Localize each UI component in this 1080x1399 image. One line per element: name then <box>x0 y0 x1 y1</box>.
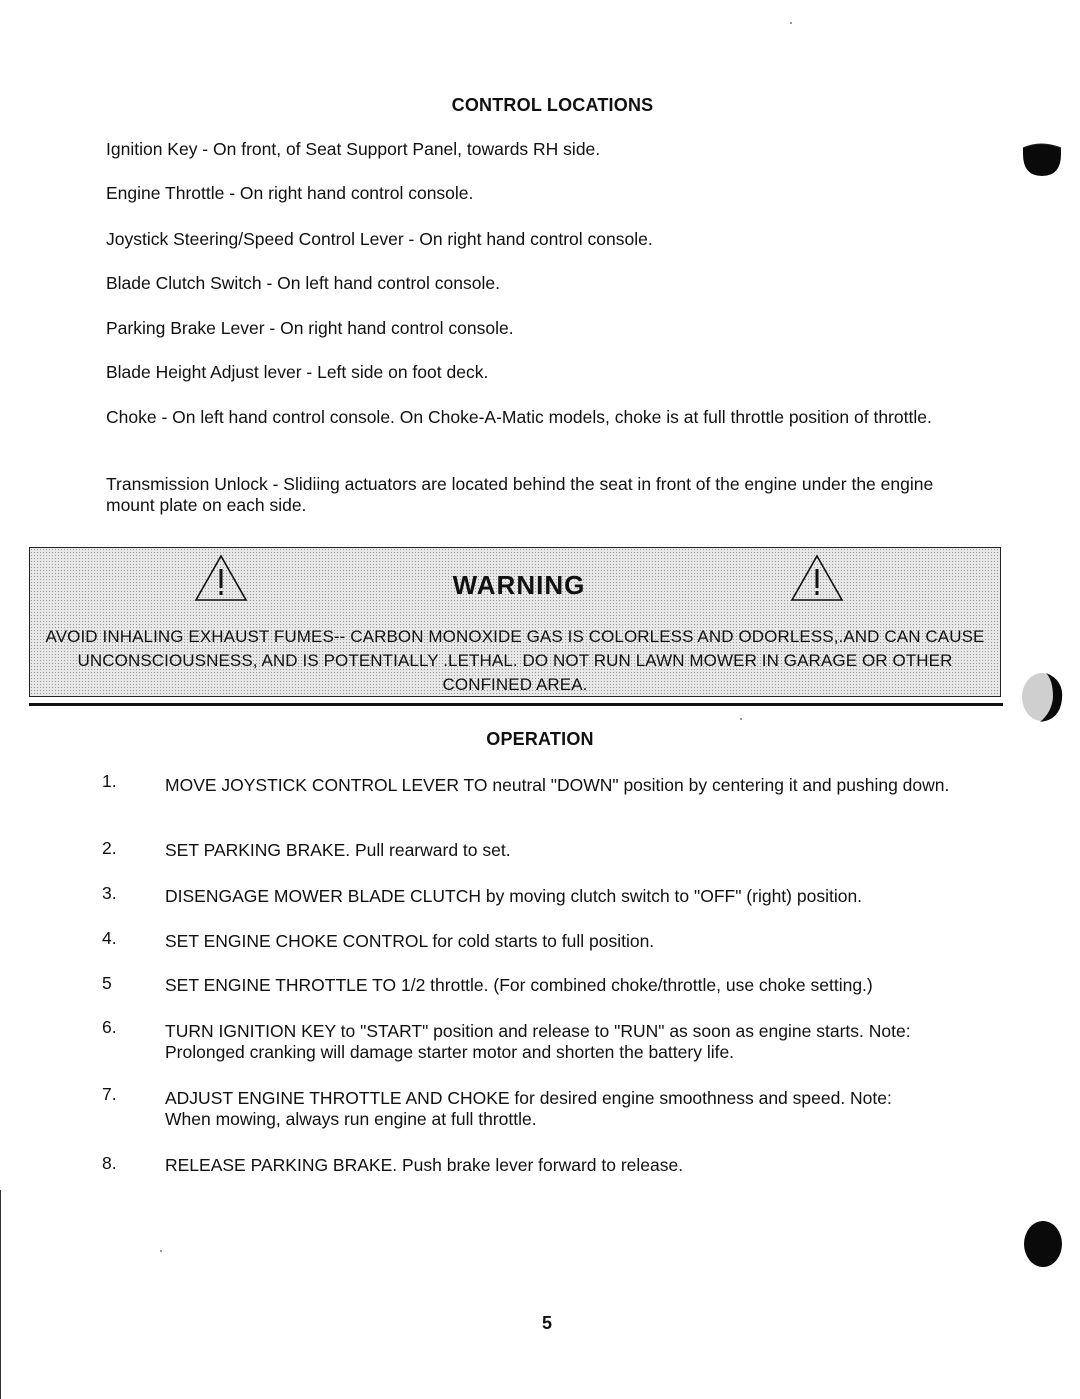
control-item-blade-height: Blade Height Adjust lever - Left side on foot deck. <box>106 362 489 382</box>
warning-title: WARNING <box>452 570 586 600</box>
control-item-engine-throttle: Engine Throttle - On right hand control console. <box>106 183 474 203</box>
control-item-joystick: Joystick Steering/Speed Control Lever - On right hand control console. <box>106 229 653 249</box>
step-text: DISENGAGE MOWER BLADE CLUTCH by moving clutch switch to "OFF" (right) position. <box>165 886 863 906</box>
scan-speck <box>790 22 792 24</box>
scan-speck <box>740 718 742 720</box>
control-item-parking-brake: Parking Brake Lever - On right hand control console. <box>106 318 514 338</box>
control-locations-title: CONTROL LOCATIONS <box>451 95 654 115</box>
step-text: MOVE JOYSTICK CONTROL LEVER TO neutral "DOWN" position by centering it and pushing down. <box>165 775 950 795</box>
scan-speck <box>160 1250 162 1252</box>
warning-triangle-icon <box>789 553 845 603</box>
step-text: ADJUST ENGINE THROTTLE AND CHOKE for desired engine smoothness and speed. Note: When mowing, always run engine at full throttle. <box>165 1088 892 1129</box>
step-number: 2. <box>102 838 117 858</box>
warning-underline <box>29 703 1003 706</box>
step-text: SET ENGINE THROTTLE TO 1/2 throttle. (For combined choke/throttle, use choke setting.) <box>165 975 873 995</box>
step-text: RELEASE PARKING BRAKE. Push brake lever forward to release. <box>165 1155 684 1175</box>
step-text: TURN IGNITION KEY to "START" position and release to "RUN" as soon as engine starts. Note: Prolonged cranking will damage starter motor and shorten the battery life. <box>165 1021 911 1062</box>
step-number: 1. <box>102 771 117 791</box>
binder-hole-icon <box>1018 668 1066 726</box>
control-item-blade-clutch: Blade Clutch Switch - On left hand control console. <box>106 273 500 293</box>
binder-hole-icon <box>1020 1218 1064 1270</box>
page-number: 5 <box>541 1313 552 1333</box>
control-item-ignition-key: Ignition Key - On front, of Seat Support Panel, towards RH side. <box>106 139 601 159</box>
step-number: 5 <box>102 973 112 993</box>
step-number: 6. <box>102 1017 117 1037</box>
binder-hole-icon <box>1021 132 1063 178</box>
step-number: 8. <box>102 1153 117 1173</box>
operation-title: OPERATION <box>486 729 594 749</box>
step-number: 3. <box>102 883 117 903</box>
warning-box <box>29 547 1001 697</box>
step-number: 4. <box>102 928 117 948</box>
control-item-transmission-unlock: Transmission Unlock - Slidiing actuators are located behind the seat in front of the engine under the engine mount plate on each side. <box>106 474 934 515</box>
step-text: SET PARKING BRAKE. Pull rearward to set. <box>165 840 511 860</box>
warning-text: AVOID INHALING EXHAUST FUMES-- CARBON MONOXIDE GAS IS COLORLESS AND ODORLESS,.AND CAN CAUSE UNCONSCIOUSNESS, AND IS POTENTIALLY .LETHAL. DO NOT RUN LAWN MOWER IN GARAGE OR OTHER CONFINED AREA. <box>45 627 985 694</box>
scan-edge-line <box>0 1190 1 1399</box>
step-number: 7. <box>102 1084 117 1104</box>
control-item-choke: Choke - On left hand control console. On Choke-A-Matic models, choke is at full throttle position of throttle. <box>106 407 932 427</box>
step-text: SET ENGINE CHOKE CONTROL for cold starts to full position. <box>165 931 655 951</box>
